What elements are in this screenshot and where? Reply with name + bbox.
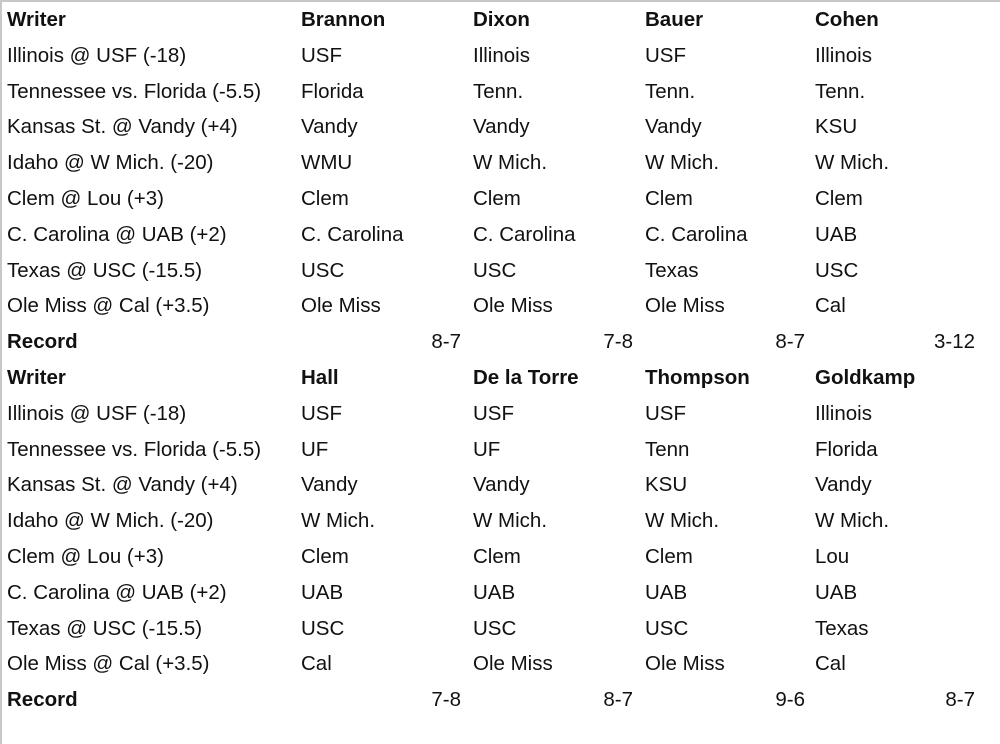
pick-cell: KSU [815, 115, 858, 139]
table-row [0, 74, 1000, 110]
game-cell: Clem @ Lou (+3) [7, 187, 164, 210]
pick-cell: Vandy [301, 473, 358, 497]
table-row [0, 539, 1000, 575]
pick-cell: Texas [645, 258, 699, 282]
writer-name: Bauer [645, 8, 704, 31]
pick-cell: Clem [473, 187, 521, 210]
pick-cell: Illinois [815, 43, 872, 67]
writer-name: Thompson [645, 366, 750, 389]
header-row [0, 2, 1000, 38]
game-cell: Clem @ Lou (+3) [7, 545, 164, 568]
game-cell: Texas @ USC (-15.5) [7, 616, 203, 640]
pick-cell: W Mich. [301, 509, 376, 533]
pick-cell: Lou [815, 545, 850, 568]
pick-cell: Tenn. [473, 79, 524, 103]
pick-cell: UF [301, 437, 329, 461]
pick-cell: Vandy [301, 115, 358, 139]
writer-name: Hall [301, 366, 339, 389]
record-value: 8-7 [945, 688, 975, 712]
pick-cell: Cal [815, 652, 846, 676]
game-cell: Idaho @ W Mich. (-20) [7, 151, 214, 175]
pick-cell: W Mich. [815, 509, 890, 533]
pick-cell: Tenn. [815, 79, 866, 103]
pick-cell: C. Carolina [473, 222, 576, 246]
header-label: Writer [7, 366, 66, 389]
game-cell: Tennessee vs. Florida (-5.5) [7, 437, 262, 461]
header-label: Writer [7, 8, 66, 31]
pick-cell: USF [301, 43, 342, 67]
pick-cell: Clem [645, 187, 693, 210]
pick-cell: Florida [301, 79, 364, 103]
game-cell: Idaho @ W Mich. (-20) [7, 509, 214, 533]
game-cell: Ole Miss @ Cal (+3.5) [7, 294, 210, 318]
pick-cell: USF [301, 401, 342, 425]
writer-name: Dixon [473, 8, 530, 31]
pick-cell: W Mich. [645, 509, 720, 533]
pick-cell: Vandy [815, 473, 872, 497]
pick-cell: UF [473, 437, 501, 461]
table-row [0, 646, 1000, 682]
pick-cell: Vandy [473, 473, 530, 497]
pick-cell: Ole Miss [473, 652, 553, 676]
table-row [0, 217, 1000, 253]
game-cell: Illinois @ USF (-18) [7, 401, 187, 425]
pick-cell: USF [645, 401, 686, 425]
pick-cell: UAB [301, 580, 344, 604]
record-value: 3-12 [933, 330, 975, 354]
table-row [0, 575, 1000, 611]
pick-cell: W Mich. [815, 151, 890, 175]
pick-cell: UAB [645, 580, 688, 604]
table-row [0, 467, 1000, 503]
table-row [0, 145, 1000, 181]
pick-cell: Illinois [815, 401, 872, 425]
pick-cell: Clem [301, 187, 349, 210]
writer-name: Goldkamp [815, 366, 916, 389]
pick-cell: Cal [301, 652, 332, 676]
game-cell: C. Carolina @ UAB (+2) [7, 222, 227, 246]
table-row [0, 109, 1000, 145]
game-cell: Tennessee vs. Florida (-5.5) [7, 79, 262, 103]
pick-cell: UAB [473, 580, 516, 604]
table-row [0, 432, 1000, 468]
pick-cell: Ole Miss [301, 294, 381, 318]
header-row [0, 360, 1000, 396]
pick-cell: USC [473, 258, 517, 282]
pick-cell: W Mich. [645, 151, 720, 175]
pick-cell: Vandy [473, 115, 530, 139]
pick-cell: C. Carolina [645, 222, 748, 246]
record-row [0, 324, 1000, 360]
record-value: 9-6 [775, 688, 805, 712]
table-row [0, 503, 1000, 539]
pick-cell: USC [645, 616, 689, 640]
record-row [0, 682, 1000, 718]
pick-cell: Tenn. [645, 79, 696, 103]
record-value: 7-8 [431, 688, 461, 712]
pick-cell: Clem [473, 545, 521, 568]
table-row [0, 253, 1000, 289]
pick-cell: Texas [815, 616, 869, 640]
table-row [0, 288, 1000, 324]
pick-cell: USC [815, 258, 859, 282]
pick-cell: Clem [645, 545, 693, 568]
record-label: Record [7, 688, 78, 712]
pick-cell: USC [473, 616, 517, 640]
pick-cell: Ole Miss [645, 652, 725, 676]
pick-cell: USF [645, 43, 686, 67]
pick-cell: KSU [645, 473, 688, 497]
pick-cell: W Mich. [473, 509, 548, 533]
pick-cell: Ole Miss [473, 294, 553, 318]
writer-name: Brannon [301, 8, 386, 31]
game-cell: Kansas St. @ Vandy (+4) [7, 473, 238, 497]
pick-cell: Illinois [473, 43, 530, 67]
table-row [0, 396, 1000, 432]
pick-cell: Clem [301, 545, 349, 568]
pick-cell: USF [473, 401, 514, 425]
writer-name: Cohen [815, 8, 879, 31]
pick-cell: Clem [815, 187, 863, 210]
pick-cell: UAB [815, 580, 858, 604]
table-row [0, 181, 1000, 217]
record-value: 8-7 [603, 688, 633, 712]
table-row [0, 38, 1000, 74]
pick-cell: Tenn [645, 437, 690, 461]
game-cell: Illinois @ USF (-18) [7, 43, 187, 67]
pick-cell: C. Carolina [301, 222, 404, 246]
game-cell: Texas @ USC (-15.5) [7, 258, 203, 282]
pick-cell: USC [301, 616, 345, 640]
pick-cell: Ole Miss [645, 294, 725, 318]
record-label: Record [7, 330, 78, 354]
pick-cell: Cal [815, 294, 846, 318]
pick-cell: Vandy [645, 115, 702, 139]
writer-name: De la Torre [473, 366, 579, 389]
table-row [0, 611, 1000, 647]
record-value: 8-7 [431, 330, 461, 354]
pick-cell: W Mich. [473, 151, 548, 175]
record-value: 8-7 [775, 330, 805, 354]
game-cell: Ole Miss @ Cal (+3.5) [7, 652, 210, 676]
record-value: 7-8 [603, 330, 633, 354]
game-cell: Kansas St. @ Vandy (+4) [7, 115, 238, 139]
pick-cell: WMU [301, 151, 353, 175]
pick-cell: USC [301, 258, 345, 282]
pick-cell: UAB [815, 222, 858, 246]
game-cell: C. Carolina @ UAB (+2) [7, 580, 227, 604]
pick-cell: Florida [815, 437, 878, 461]
